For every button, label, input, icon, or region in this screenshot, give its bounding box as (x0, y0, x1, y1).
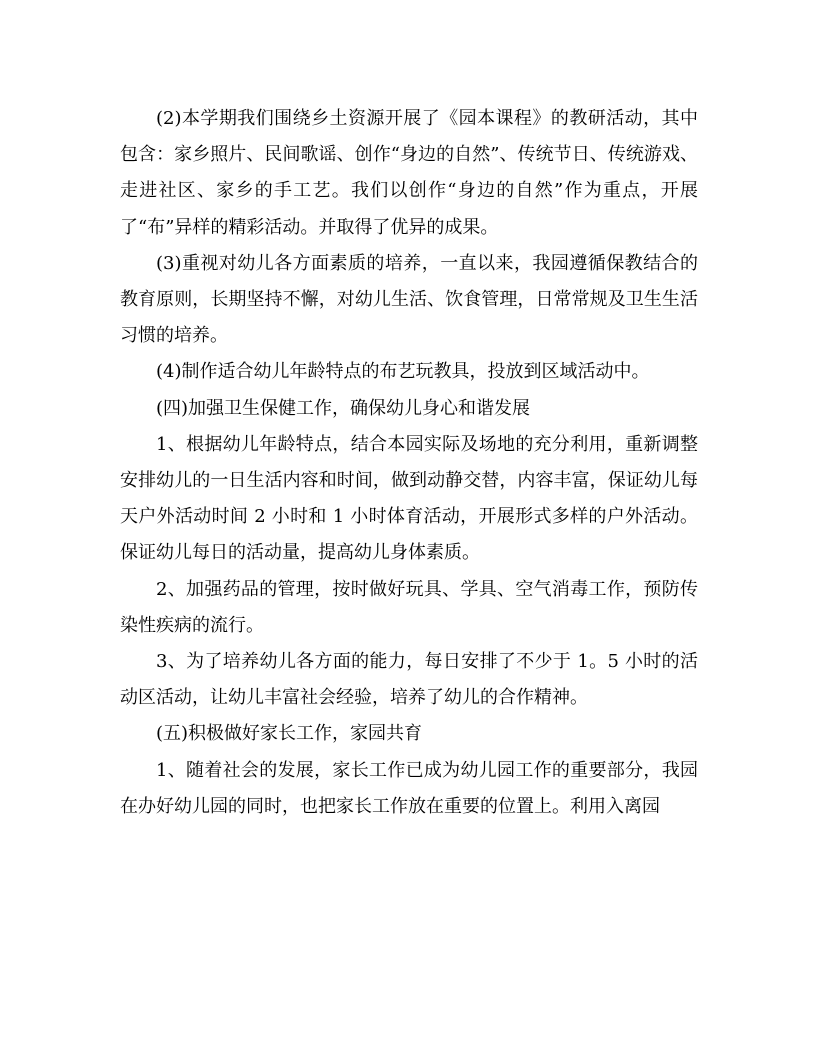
section-heading-parent-work: (五)积极做好家长工作，家园共育 (156, 723, 423, 745)
paragraph-quality-cultivation: (3)重视对幼儿各方面素质的培养，一直以来，我园遵循保教结合的教育原则，长期坚持不懈，对幼儿生活、饮食管理，日常常规及卫生生活习惯的培养。 (120, 252, 698, 347)
paragraph-activity-areas: 3、为了培养幼儿各方面的能力，每日安排了不少于 1。5 小时的活动区活动，让幼儿丰富社会经验，培养了幼儿的合作精神。 (120, 651, 698, 709)
document-body (120, 101, 698, 825)
paragraph-parent-work: 1、随着社会的发展，家长工作已成为幼儿园工作的重要部分，我园在办好幼儿园的同时，也把家长工作放在重要的位置上。利用入离园 (120, 759, 698, 817)
paragraph-homeland-curriculum: (2)本学期我们围绕乡土资源开展了《园本课程》的教研活动，其中包含：家乡照片、民间歌谣、创作“身边的自然”、传统节日、传统游戏、走进社区、家乡的手工艺。我们以创作“身边的自然”作为重点，开展了“布”异样的精彩活动。并取得了优异的成果。 (120, 108, 698, 238)
paragraph-medicine-management: 2、加强药品的管理，按时做好玩具、学具、空气消毒工作，预防传染性疾病的流行。 (120, 578, 698, 636)
paragraph-daily-schedule: 1、根据幼儿年龄特点，结合本园实际及场地的充分利用，重新调整安排幼儿的一日生活内容和时间，做到动静交替，内容丰富，保证幼儿每天户外活动时间 2 小时和 1 小时体育活动，开展形式多样的户外活动。保证幼儿每日的活动量，提高幼儿身体素质。 (120, 433, 698, 564)
section-heading-health-care: (四)加强卫生保健工作，确保幼儿身心和谐发展 (156, 397, 531, 419)
paragraph-fabric-toys: (4)制作适合幼儿年龄特点的布艺玩教具，投放到区域活动中。 (156, 361, 650, 383)
